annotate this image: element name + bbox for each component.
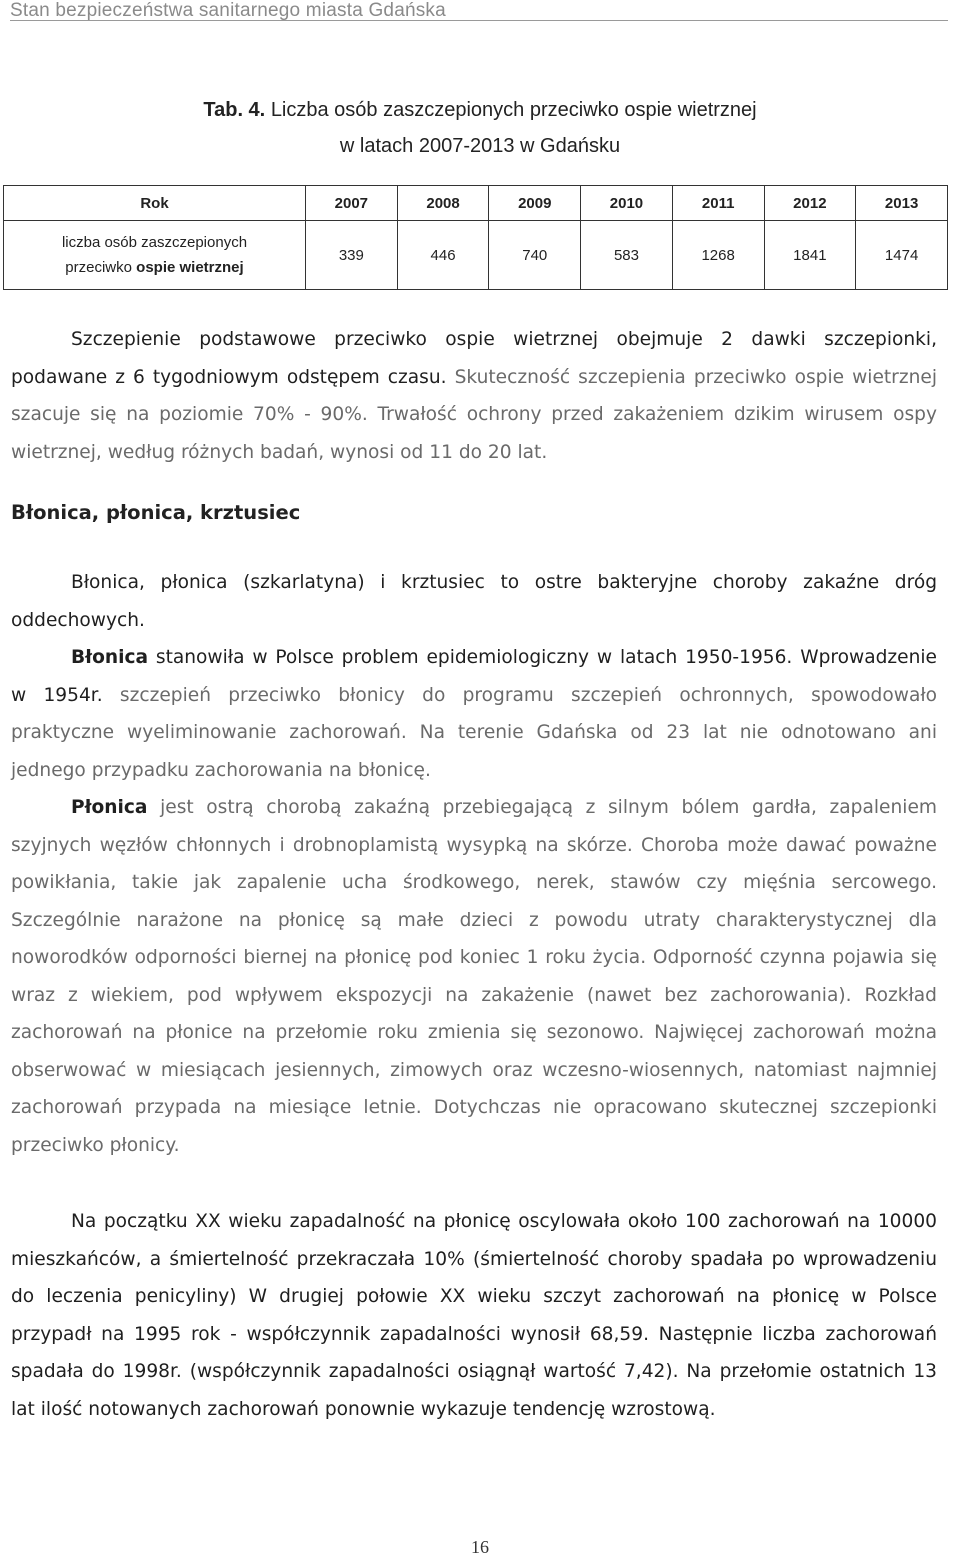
row-label-bold: ospie wietrznej	[136, 259, 244, 276]
year-header: Rok	[4, 186, 306, 221]
table-header-row	[4, 186, 948, 221]
row-label-prefix: przeciwko	[65, 259, 137, 276]
year-cell: 2012	[764, 186, 856, 221]
vaccination-sentence-1: Szczepienie podstawowe przeciwko ospie wietrznej obejmuje 2 dawki szczepionki, podawane z 6 tygodniowym odstępem czasu.	[11, 329, 937, 388]
caption-label: Tab. 4.	[203, 99, 266, 121]
year-cell: 2010	[581, 186, 673, 221]
caption-title-line1: Liczba osób zaszczepionych przeciwko ospie wietrznej	[270, 99, 757, 121]
section-heading: Błonica, płonica, krztusiec	[11, 501, 301, 524]
value-cell: 740	[489, 221, 581, 290]
value-cell: 1841	[764, 221, 856, 290]
table-row	[4, 221, 948, 290]
diphtheria-text-c: Na terenie Gdańska od 23 lat nie odnotowano ani jednego przypadku zachorowania na błonicę.	[11, 722, 937, 781]
vaccination-paragraph	[11, 321, 937, 471]
value-cell: 339	[306, 221, 398, 290]
diphtheria-term: Błonica	[71, 647, 149, 668]
scarlet-text-g: Dotychczas nie opracowano skutecznej szczepionki przeciwko płonicy.	[11, 1097, 937, 1156]
value-cell: 1268	[672, 221, 764, 290]
year-cell: 2007	[306, 186, 398, 221]
vaccination-sentence-3: Trwałość ochrony przed zakażeniem dzikim wirusem ospy wietrznej, według różnych badań, wynosi od 11 do 20 lat.	[11, 404, 937, 463]
year-cell: 2013	[856, 186, 948, 221]
scarlet-text-e: Rozkład zachorowań na płonice na przełomie roku zmienia się sezonowo.	[11, 984, 937, 1043]
scarlet-paragraph	[11, 789, 937, 1164]
year-cell: 2009	[489, 186, 581, 221]
table-caption	[0, 92, 960, 164]
scarlet-text-d: Odporność czynna pojawia się wraz z wiekiem, pod wpływem ekspozycji na zakażenie (nawet bez zachorowania).	[11, 947, 937, 1006]
scarlet-text-b: Choroba może dawać poważne powikłania, takie jak zapalenie ucha środkowego, nerek, stawów czy mięśnia sercowego.	[11, 834, 937, 893]
row-label-line1: liczba osób zaszczepionych	[61, 234, 248, 251]
section-body	[11, 564, 937, 1164]
caption-title-line2: w latach 2007-2013 w Gdańsku	[339, 135, 621, 157]
scarlet-text-f: Najwięcej zachorowań można obserwować w miesiącach jesiennych, zimowych oraz wczesno-wiosennych, natomiast najmniej zachorowań przypada na miesiące letnie.	[11, 1022, 937, 1118]
header-divider	[10, 20, 948, 21]
value-cell: 1474	[856, 221, 948, 290]
year-cell: 2011	[672, 186, 764, 221]
row-label	[4, 221, 306, 290]
running-header: Stan bezpieczeństwa sanitarnego miasta Gdańska	[10, 0, 446, 21]
diphtheria-text-b: szczepień przeciwko błonicy do programu szczepień ochronnych, spowodowało praktyczne wyeliminowanie zachorowań.	[11, 684, 937, 743]
value-cell: 583	[581, 221, 673, 290]
year-cell: 2008	[397, 186, 489, 221]
page-number: 16	[471, 1537, 489, 1557]
vaccination-table	[3, 185, 948, 290]
caption-line-1	[0, 92, 960, 128]
scarlet-text-a: jest ostrą chorobą zakaźną przebiegającą z silnym bólem gardła, zapaleniem szyjnych węzłów chłonnych i drobnoplamistą wysypką na skórze.	[11, 797, 937, 856]
intro-paragraph: Błonica, płonica (szkarlatyna) i krztusiec to ostre bakteryjne choroby zakaźne dróg oddechowych.	[11, 572, 937, 631]
diphtheria-text-a: stanowiła w Polsce problem epidemiologiczny w latach 1950-1956. Wprowadzenie w 1954r.	[11, 647, 937, 706]
history-paragraph	[11, 1203, 937, 1428]
scarlet-text-c: Szczególnie narażone na płonicę są małe dzieci z powodu utraty charakterystycznej dla noworodków odporności biernej na płonicę pod koniec 1 roku życia.	[11, 909, 937, 968]
history-text: Na początku XX wieku zapadalność na płonicę oscylowała około 100 zachorowań na 10000 mieszkańców, a śmiertelność przekraczała 10% (śmiertelność choroby spadała po wprowadzeniu do leczenia penicyliny) W drugiej połowie XX wieku szczyt zachorowań na płonicę w Polsce przypadł na 1995 rok - współczynnik zapadalności wynosił 68,59. Następnie liczba zachorowań spadała do 1998r. (współczynnik zapadalności osiągnął wartość 7,42). Na przełomie ostatnich 13 lat ilość notowanych zachorowań ponownie wykazuje tendencję wzrostową.	[11, 1211, 937, 1420]
diphtheria-paragraph	[11, 639, 937, 789]
value-cell: 446	[397, 221, 489, 290]
vaccination-sentence-2: Skuteczność szczepienia przeciwko ospie wietrznej szacuje się na poziomie 70% - 90%.	[11, 366, 937, 425]
scarlet-term: Płonica	[71, 797, 148, 818]
